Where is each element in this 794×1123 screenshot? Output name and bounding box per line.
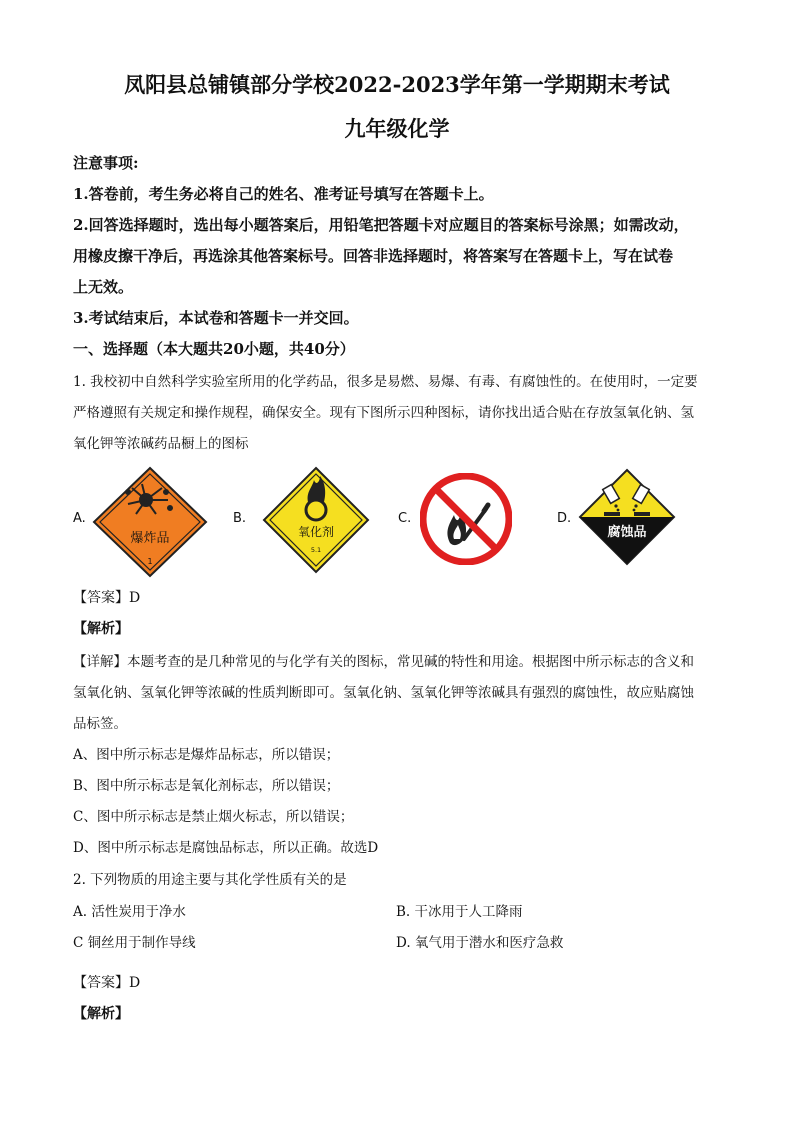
q1-option-c-label: C.: [398, 511, 412, 526]
explosive-sign-icon: [92, 466, 208, 578]
corrosive-sign-text: 腐蚀品: [607, 525, 647, 540]
q1-stem-line-2: 严格遵照有关规定和操作规程，确保安全。现有下图所示四种图标，请你找出适合贴在存放氢氧化钠、氢: [73, 405, 694, 421]
q1-option-d-label: D.: [557, 511, 572, 526]
q1-explain-a: A、图中所示标志是爆炸品标志，所以错误；: [73, 747, 340, 763]
section-heading: 一、选择题（本大题共20小题，共40分）: [73, 340, 355, 358]
q2-option-b: B. 干冰用于人工降雨: [396, 904, 523, 920]
q1-detail-line-1: 【详解】本题考查的是几种常见的与化学有关的图标，常见碱的特性和用途。根据图中所示标志的含义和: [73, 654, 694, 670]
q1-explain-d: D、图中所示标志是腐蚀品标志，所以正确。故选D: [73, 840, 379, 856]
exam-title: 凤阳县总铺镇部分学校2022-2023学年第一学期期末考试: [124, 72, 670, 97]
q2-option-c: C 铜丝用于制作导线: [73, 935, 196, 951]
oxidizer-sign-icon: [262, 466, 370, 574]
q1-detail-line-2: 氢氧化钠、氢氧化钾等浓碱的性质判断即可。氢氧化钠、氢氧化钾等浓碱具有强烈的腐蚀性，故应贴腐蚀: [73, 685, 694, 701]
q1-explain-c: C、图中所示标志是禁止烟火标志，所以错误；: [73, 809, 354, 825]
q1-option-b-label: B.: [233, 511, 247, 526]
explosive-sign-class: 1: [147, 557, 153, 566]
q2-stem: 2. 下列物质的用途主要与其化学性质有关的是: [73, 872, 347, 888]
oxidizer-sign-class: 5.1: [310, 546, 322, 554]
q2-option-a: A. 活性炭用于净水: [73, 904, 186, 920]
q2-option-d: D. 氧气用于潜水和医疗急救: [396, 935, 564, 951]
explosive-sign-text: 爆炸品: [130, 531, 170, 546]
notice-item-2-line-2: 用橡皮擦干净后，再选涂其他答案标号。回答非选择题时，将答案写在答题卡上，写在试卷: [73, 247, 674, 265]
q1-analysis-tag: 【解析】: [73, 621, 129, 637]
q2-analysis-tag: 【解析】: [73, 1006, 129, 1022]
oxidizer-sign-text: 氧化剂: [297, 525, 335, 539]
q2-answer: 【答案】D: [73, 975, 141, 991]
notice-item-2-line-1: 2.回答选择题时，选出每小题答案后，用铅笔把答题卡对应题目的答案标号涂黑；如需改动，: [73, 216, 689, 234]
q1-option-a-label: A.: [73, 511, 86, 526]
q1-stem-line-3: 氧化钾等浓碱药品橱上的图标: [73, 436, 249, 452]
q1-explain-b: B、图中所示标志是氧化剂标志，所以错误；: [73, 778, 340, 794]
no-fire-sign-icon: [420, 473, 512, 565]
q1-stem-line-1: 1. 我校初中自然科学实验室所用的化学药品，很多是易燃、易爆、有毒、有腐蚀性的。在使用时，一定要: [73, 374, 698, 390]
notice-heading: 注意事项:: [73, 154, 139, 172]
notice-item-3: 3.考试结束后，本试卷和答题卡一并交回。: [73, 309, 359, 327]
exam-subtitle: 九年级化学: [344, 116, 450, 141]
corrosive-sign-icon: [578, 468, 676, 566]
q1-detail-line-3: 品标签。: [73, 716, 127, 732]
notice-item-2-line-3: 上无效。: [73, 278, 134, 296]
notice-item-1: 1.答卷前，考生务必将自己的姓名、准考证号填写在答题卡上。: [73, 185, 494, 203]
q1-answer: 【答案】D: [73, 590, 141, 606]
